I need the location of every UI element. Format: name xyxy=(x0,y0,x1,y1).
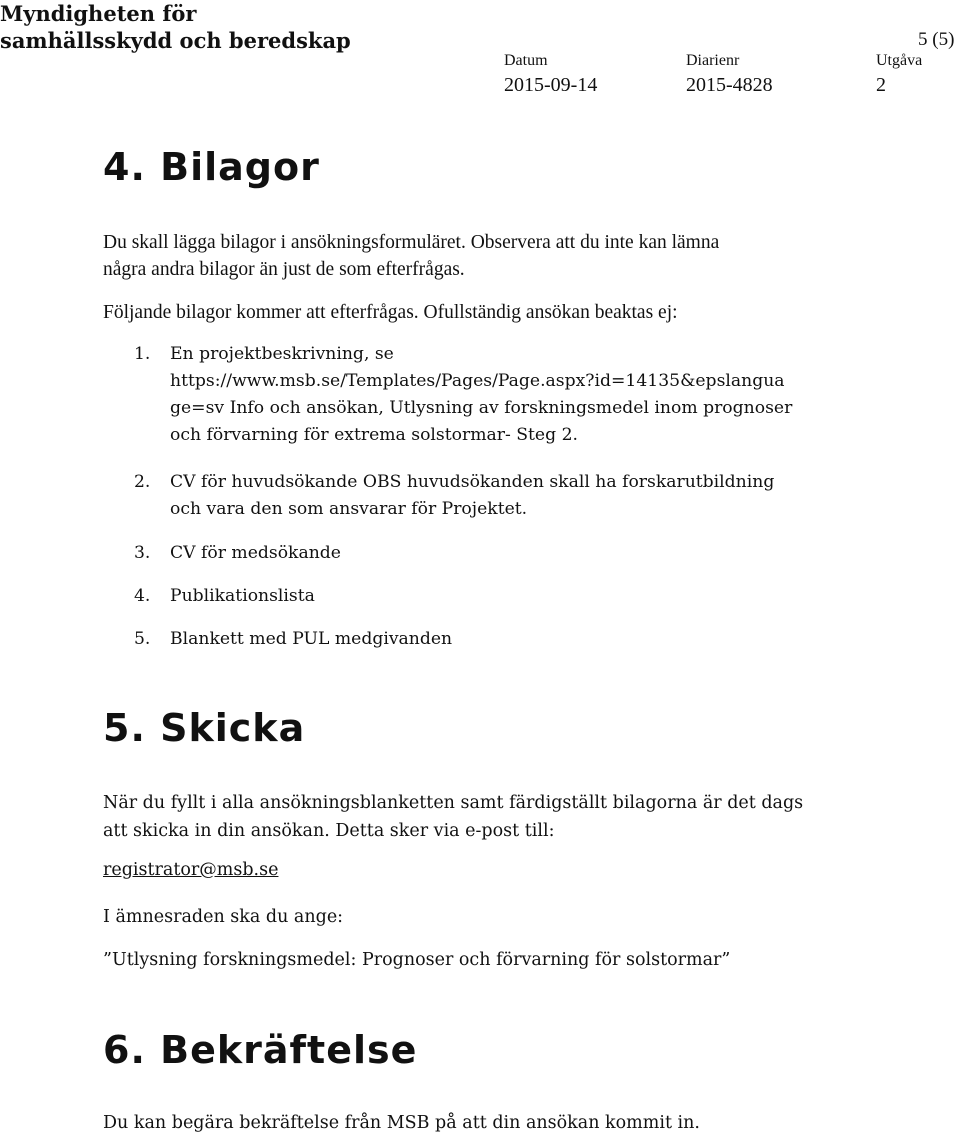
skicka-instructions-line2: att skicka in din ansökan. Detta sker via e-post till: xyxy=(103,821,555,841)
list-item xyxy=(134,540,814,567)
skicka-instructions xyxy=(103,789,803,845)
subject-label: I ämnesraden ska du ange: xyxy=(103,907,344,927)
list-item xyxy=(134,583,814,610)
list-item-number: 5. xyxy=(134,629,151,649)
attachment-list xyxy=(134,341,814,653)
list-item xyxy=(134,469,814,523)
list-item-text: och vara den som ansvarar för Projektet. xyxy=(170,499,528,519)
section-heading-bilagor: 4. Bilagor xyxy=(103,145,320,189)
list-item-text: och förvarning för extrema solstormar- Steg 2. xyxy=(170,425,578,445)
list-item-text: CV för huvudsökande OBS huvudsökanden skall ha forskarutbildning xyxy=(170,472,775,492)
list-item-text: Blankett med PUL medgivanden xyxy=(170,629,453,649)
list-item-text: Publikationslista xyxy=(170,586,315,606)
list-item-text: En projektbeskrivning, se xyxy=(170,344,394,364)
list-item-number: 2. xyxy=(134,472,151,492)
list-item-text: CV för medsökande xyxy=(170,543,341,563)
diarienr-value: 2015-4828 xyxy=(686,74,773,96)
bilagor-intro-line2: några andra bilagor än just de som efterfrågas. xyxy=(103,259,465,280)
organization-name-line1: Myndigheten för xyxy=(0,1,197,26)
registrator-email-link[interactable]: registrator@msb.se xyxy=(103,860,279,880)
organization-name xyxy=(0,0,351,54)
list-item xyxy=(134,626,814,653)
edition-label: Utgåva xyxy=(876,52,923,69)
section-heading-skicka: 5. Skicka xyxy=(103,706,306,750)
diarienr-label: Diarienr xyxy=(686,52,740,69)
skicka-instructions-line1: När du fyllt i alla ansökningsblanketten samt färdigställt bilagorna är det dags xyxy=(103,793,804,813)
list-item-number: 1. xyxy=(134,344,151,364)
bilagor-intro xyxy=(103,229,719,283)
bekraftelse-text: Du kan begära bekräftelse från MSB på att din ansökan kommit in. xyxy=(103,1113,700,1133)
date-label: Datum xyxy=(504,52,548,69)
bilagor-intro-line1: Du skall lägga bilagor i ansökningsformuläret. Observera att du inte kan lämna xyxy=(103,232,720,253)
list-item-number: 3. xyxy=(134,543,151,563)
list-item xyxy=(134,341,814,449)
organization-name-line2: samhällsskydd och beredskap xyxy=(0,28,351,53)
section-heading-bekraftelse: 6. Bekräftelse xyxy=(103,1028,418,1072)
page-number: 5 (5) xyxy=(918,29,955,50)
edition-value: 2 xyxy=(876,74,886,96)
date-value: 2015-09-14 xyxy=(504,74,598,96)
list-item-text: ge=sv Info och ansökan, Utlysning av forskningsmedel inom prognoser xyxy=(170,398,793,418)
bilagor-lead: Följande bilagor kommer att efterfrågas. Ofullständig ansökan beaktas ej: xyxy=(103,302,678,323)
list-item-number: 4. xyxy=(134,586,151,606)
project-description-link[interactable]: https://www.msb.se/Templates/Pages/Page.aspx?id=14135&epslangua xyxy=(170,371,785,391)
subject-text: ”Utlysning forskningsmedel: Prognoser och förvarning för solstormar” xyxy=(103,950,731,970)
